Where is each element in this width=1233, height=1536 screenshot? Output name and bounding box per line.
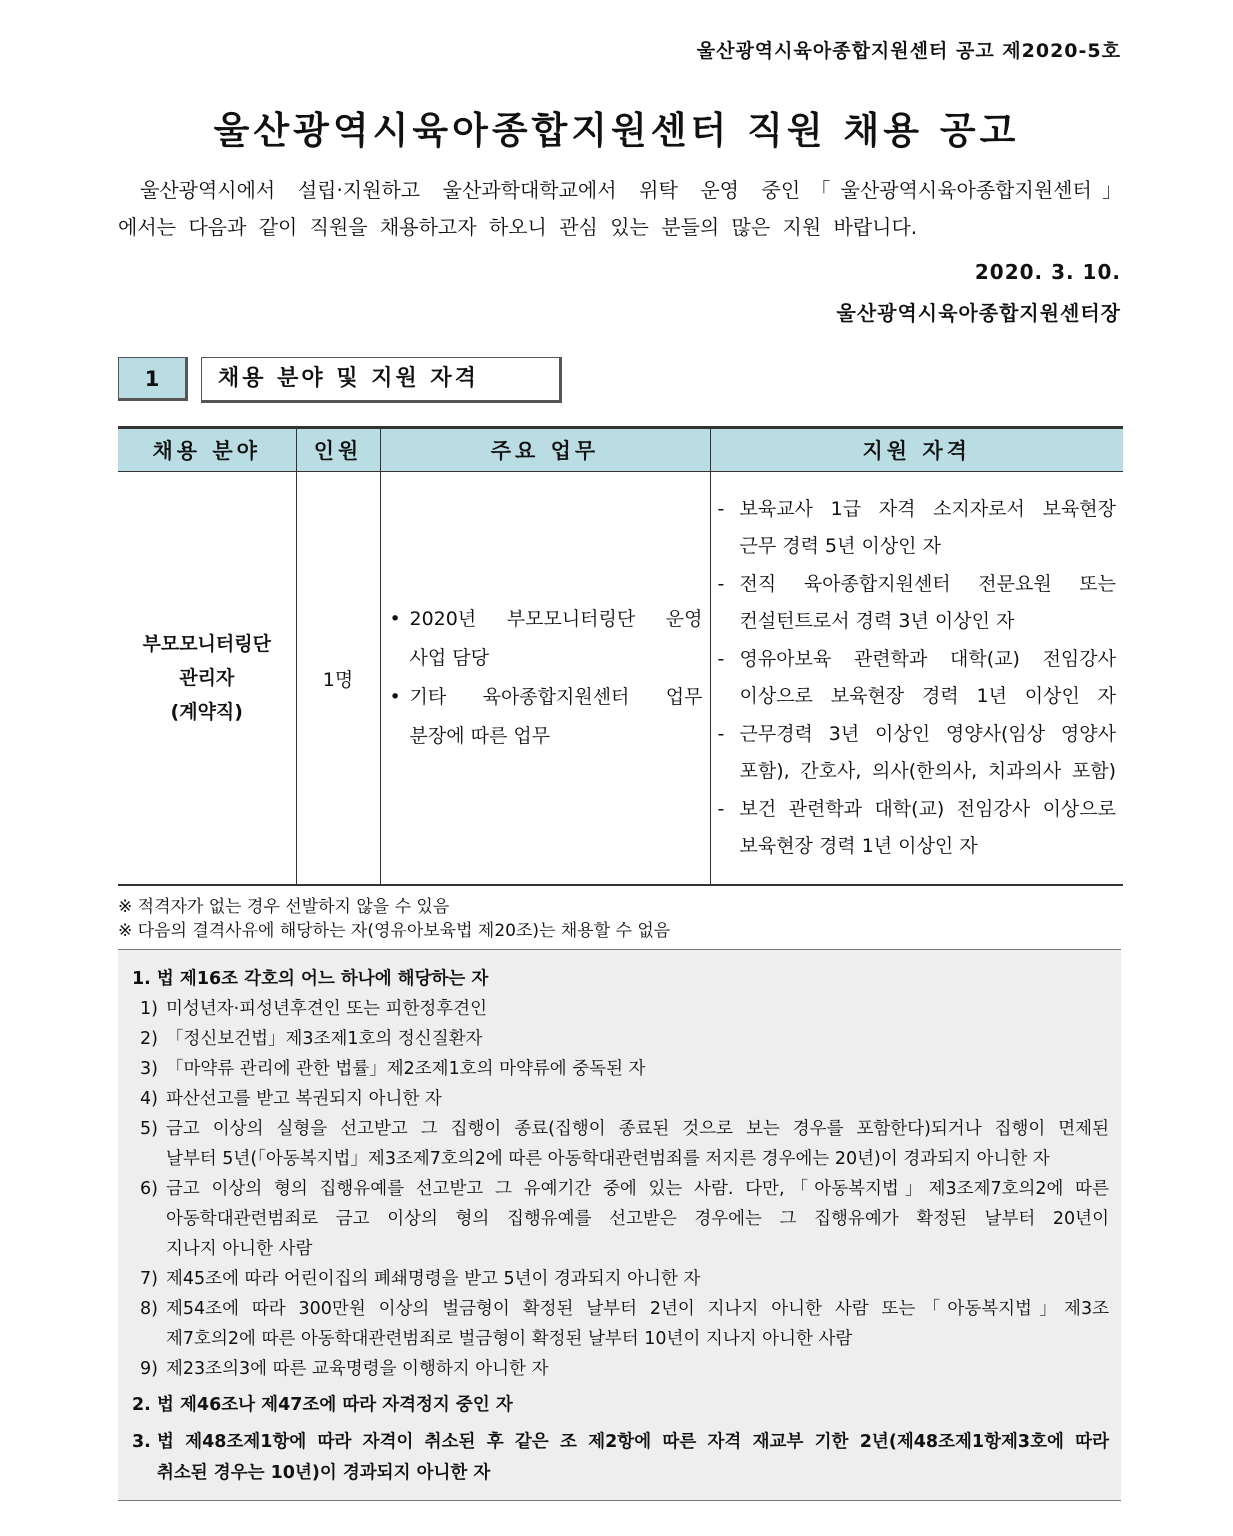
duty-line: 분장에 따른 업무: [409, 725, 551, 747]
qualification-item: [716, 491, 1117, 566]
qualification-line: 근무 경력 5년 이상인 자: [739, 535, 941, 557]
item-number: 2.: [132, 1395, 151, 1415]
intro-paragraph: [118, 172, 1122, 246]
item-line: 「정신보건법」제3조제1호의 정신질환자: [166, 1029, 483, 1049]
list-item: [140, 1054, 1109, 1084]
recruitment-table: [118, 426, 1123, 886]
item-number: 3): [140, 1059, 158, 1079]
item-line: 제54조에 따라 300만원 이상의 벌금형이 확정된 날부터 2년이 지나지 아니한 사람 또는「아동복지법」제3조: [166, 1299, 1109, 1319]
notice-number: 울산광역시육아종합지원센터 공고 제2020-5호: [696, 40, 1121, 62]
section-title: 채용 분야 및 지원 자격: [201, 357, 562, 403]
list-item: [140, 1294, 1109, 1354]
section-number: 1: [118, 357, 188, 401]
qualification-line: 보육현장 경력 1년 이상인 자: [739, 835, 978, 857]
list-item: [140, 994, 1109, 1024]
cell-qualifications: [710, 472, 1123, 886]
qualification-line: 컨설턴트로서 경력 3년 이상인 자: [739, 610, 1015, 632]
item-number: 6): [140, 1179, 158, 1199]
item-line: 제45조에 따라 어린이집의 폐쇄명령을 받고 5년이 경과되지 아니한 자: [166, 1269, 701, 1289]
qualification-item: [716, 641, 1117, 716]
item-line: 취소된 경우는 10년)이 경과되지 아니한 자: [157, 1463, 491, 1483]
field-line: 부모모니터링단: [142, 633, 271, 655]
disqualification-heading: 1. 법 제16조 각호의 어느 하나에 해당하는 자: [132, 969, 489, 989]
list-item: [140, 1084, 1109, 1114]
qualification-line: - 전직 육아종합지원센터 전문요원 또는: [739, 572, 1116, 595]
item-line: 제7호의2에 따른 아동학대관련범죄로 벌금형이 확정된 날부터 10년이 지나지 아니한 사람: [166, 1329, 853, 1349]
duty-item: [388, 678, 703, 756]
list-item: [140, 1024, 1109, 1054]
table-row: [118, 472, 1123, 886]
item-number: 9): [140, 1359, 158, 1379]
notes: [118, 895, 670, 943]
item-number: 1): [140, 999, 158, 1019]
table-header-row: [118, 428, 1123, 472]
page-title: 울산광역시육아종합지원센터 직원 채용 공고: [213, 109, 1020, 152]
item-number: 4): [140, 1089, 158, 1109]
item-line: 미성년자·피성년후견인 또는 피한정후견인: [166, 999, 487, 1019]
field-line: (계약직): [170, 701, 243, 723]
item-line: 법 제48조제1항에 따라 자격이 취소된 후 같은 조 제2항에 따른 자격 재교부 기한 2년(제48조제1항제3호에 따라: [157, 1432, 1109, 1452]
qualification-item: [716, 566, 1117, 641]
qualification-line: 이상으로 보육현장 경력 1년 이상인 자: [739, 685, 1116, 707]
item-line: 금고 이상의 형의 집행유예를 선고받고 그 유예기간 중에 있는 사람. 다만,「아동복지법」제3조제7호의2에 따른: [166, 1179, 1109, 1199]
item-number: 3.: [132, 1432, 151, 1452]
cell-field: [118, 472, 296, 886]
note: ※ 적격자가 없는 경우 선발하지 않을 수 있음: [118, 897, 450, 917]
item-line: 아동학대관련범죄로 금고 이상의 형의 집행유예를 선고받은 경우에는 그 집행유예가 확정된 날부터 20년이: [166, 1209, 1109, 1229]
header-qualifications: 지원 자격: [710, 428, 1123, 472]
duty-line: 사업 담당: [409, 647, 489, 669]
qualification-line: - 영유아보육 관련학과 대학(교) 전임강사: [739, 647, 1116, 670]
cell-duties: [380, 472, 710, 886]
disqualification-box: [118, 949, 1121, 1501]
disqualification-heading: [132, 1390, 1109, 1421]
qualification-item: [716, 716, 1117, 791]
header-count: 인원: [296, 428, 380, 472]
intro-line: 울산광역시에서 설립·지원하고 울산과학대학교에서 위탁 운영 중인「울산광역시육아종합지원센터」: [140, 178, 1122, 202]
cell-count: 1명: [296, 472, 380, 886]
field-line: 관리자: [179, 667, 235, 689]
qualification-item: [716, 791, 1117, 866]
item-number: 7): [140, 1269, 158, 1289]
item-number: 8): [140, 1299, 158, 1319]
list-item: [140, 1114, 1109, 1174]
item-number: 2): [140, 1029, 158, 1049]
signer: 울산광역시육아종합지원센터장: [836, 301, 1121, 325]
qualification-line: 포함), 간호사, 의사(한의사, 치과의사 포함): [739, 760, 1116, 782]
qualification-line: - 근무경력 3년 이상인 영양사(임상 영양사: [739, 722, 1116, 745]
list-item: [140, 1174, 1109, 1264]
notice-date: 2020. 3. 10.: [974, 260, 1121, 284]
item-line: 「마약류 관리에 관한 법률」제2조제1호의 마약류에 중독된 자: [166, 1059, 646, 1079]
note: ※ 다음의 결격사유에 해당하는 자(영유아보육법 제20조)는 채용할 수 없음: [118, 921, 671, 941]
disqualification-sublist: [132, 994, 1109, 1384]
duties-list: [382, 600, 709, 756]
item-line: 법 제46조나 제47조에 따라 자격정지 중인 자: [157, 1395, 513, 1415]
item-line: 지나지 아니한 사람: [166, 1239, 313, 1259]
qualification-line: - 보건 관련학과 대학(교) 전임강사 이상으로: [739, 797, 1116, 820]
item-line: 파산선고를 받고 복권되지 아니한 자: [166, 1089, 442, 1109]
qualification-line: - 보육교사 1급 자격 소지자로서 보육현장: [739, 497, 1116, 520]
list-item: [140, 1264, 1109, 1294]
list-item: [140, 1354, 1109, 1384]
item-line: 제23조의3에 따른 교육명령을 이행하지 아니한 자: [166, 1359, 549, 1379]
header-field: 채용 분야: [118, 428, 296, 472]
duty-item: [388, 600, 703, 678]
qualifications-list: [712, 491, 1123, 866]
duty-line: • 2020년 부모모니터링단 운영: [409, 608, 703, 630]
intro-line: 에서는 다음과 같이 직원을 채용하고자 하오니 관심 있는 분들의 많은 지원 바랍니다.: [118, 215, 918, 239]
item-line: 날부터 5년(「아동복지법」제3조제7호의2에 따른 아동학대관련범죄를 저지른 경우에는 20년)이 경과되지 아니한 자: [166, 1149, 1050, 1169]
duty-line: • 기타 육아종합지원센터 업무: [409, 686, 703, 708]
item-line: 금고 이상의 실형을 선고받고 그 집행이 종료(집행이 종료된 것으로 보는 경우를 포함한다)되거나 집행이 면제된: [166, 1119, 1109, 1139]
item-number: 5): [140, 1119, 158, 1139]
disqualification-heading: [132, 1427, 1109, 1489]
header-duties: 주요 업무: [380, 428, 710, 472]
